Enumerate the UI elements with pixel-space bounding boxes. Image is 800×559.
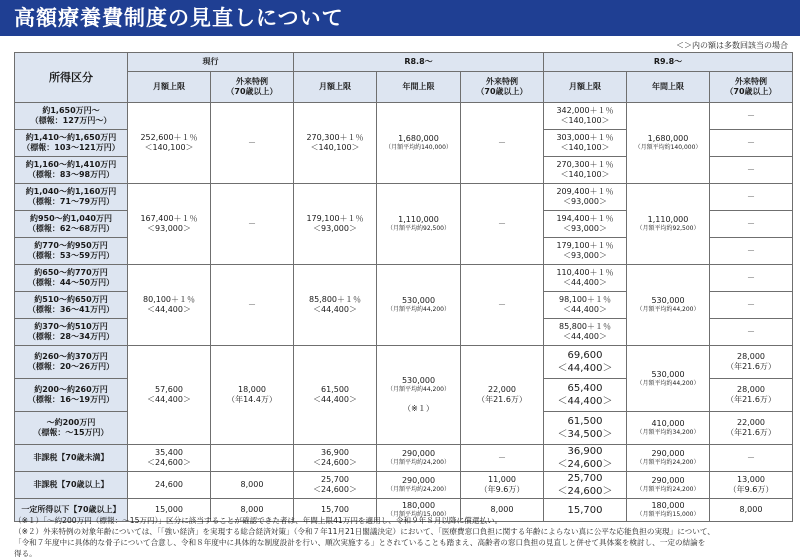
cell-r88-outpatient: 8,000 (461, 499, 544, 522)
header-r98-monthly: 月額上限 (544, 72, 627, 103)
cell-r88-monthly: 25,700 ＜24,600＞ (294, 472, 377, 499)
cell-r98-monthly: 15,700 (544, 499, 627, 522)
income-category: 非課税【70歳以上】 (15, 472, 128, 499)
footnote-2: （※２）外来特例の対象年齢については、「「強い経済」を実現する総合経済対策」（令和７年11月21日閣議決定）において、「医療費窓口負担に関する年齢によらない真に公平な応能負担の実現」について、 (14, 527, 715, 536)
income-category: 約1,650万円～ （標報：127万円～） (15, 103, 128, 130)
cell-r88-outpatient: － (461, 103, 544, 184)
cell-r98-annual: 290,000 （月額平均約24,200） (627, 472, 710, 499)
income-category: 約1,040～約1,160万円 （標報：71～79万円） (15, 184, 128, 211)
income-category: ～約200万円 （標報：～15万円） (15, 412, 128, 445)
table-row (15, 103, 793, 130)
cell-r88-annual: 290,000 （月額平均約24,200） (377, 445, 461, 472)
cell-current-monthly: 15,000 (128, 499, 211, 522)
income-category: 約770～約950万円 （標報：53～59万円） (15, 238, 128, 265)
cell-r88-monthly: 15,700 (294, 499, 377, 522)
cell-r98-monthly: 98,100＋１％ ＜44,400＞ (544, 292, 627, 319)
cell-current-outpatient: 8,000 (211, 472, 294, 499)
cell-r98-annual: 1,110,000 （月額平均約92,500） (627, 184, 710, 265)
cell-r98-outpatient: － (710, 184, 793, 211)
page-title: 高額療養費制度の見直しについて (14, 6, 344, 30)
cell-r98-monthly: 270,300＋１％ ＜140,100＞ (544, 157, 627, 184)
cell-r98-monthly: 25,700 ＜24,600＞ (544, 472, 627, 499)
cell-r98-monthly: 209,400＋１％ ＜93,000＞ (544, 184, 627, 211)
cell-r98-monthly: 342,000＋１％ ＜140,100＞ (544, 103, 627, 130)
cell-r98-annual: 180,000 （月額平均約15,000） (627, 499, 710, 522)
header-income: 所得区分 (15, 53, 128, 103)
header-current-outpatient: 外来特例 （70歳以上） (211, 72, 294, 103)
cell-r98-outpatient: － (710, 157, 793, 184)
title-bar (0, 0, 800, 36)
cell-r98-outpatient: － (710, 445, 793, 472)
cell-r88-annual: 180,000 （月額平均約15,000） (377, 499, 461, 522)
income-category: 約650～約770万円 （標報：44～50万円） (15, 265, 128, 292)
cell-current-monthly: 167,400＋１％ ＜93,000＞ (128, 184, 211, 265)
cell-r88-monthly: 85,800＋１％ ＜44,400＞ (294, 265, 377, 346)
cell-r98-monthly: 110,400＋１％ ＜44,400＞ (544, 265, 627, 292)
cell-current-monthly: 80,100＋１％ ＜44,400＞ (128, 265, 211, 346)
table-note: ＜＞内の額は多数回該当の場合 (676, 41, 788, 50)
table-row (15, 472, 793, 499)
header-r98-outpatient: 外来特例 （70歳以上） (710, 72, 793, 103)
income-category: 約260～約370万円 （標報：20～26万円） (15, 346, 128, 379)
cell-current-outpatient: 8,000 (211, 499, 294, 522)
cell-r88-outpatient: 22,000 （年21.6万） (461, 346, 544, 445)
header-row-1 (15, 53, 793, 72)
cell-r98-monthly: 36,900 ＜24,600＞ (544, 445, 627, 472)
cell-r98-outpatient: － (710, 130, 793, 157)
cost-limit-table (14, 52, 793, 522)
cell-r98-monthly: 194,400＋１％ ＜93,000＞ (544, 211, 627, 238)
cell-r98-outpatient: － (710, 211, 793, 238)
income-category: 約510～約650万円 （標報：36～41万円） (15, 292, 128, 319)
header-r88-monthly: 月額上限 (294, 72, 377, 103)
header-r88-annual: 年間上限 (377, 72, 461, 103)
cell-current-outpatient: 18,000 （年14.4万） (211, 346, 294, 445)
cell-current-monthly: 57,600 ＜44,400＞ (128, 346, 211, 445)
cell-r88-annual: 290,000 （月額平均約24,200） (377, 472, 461, 499)
cell-r98-outpatient: － (710, 238, 793, 265)
footnote-2-cont: 「令和７年度中に具体的な骨子について合意し、令和８年度中に具体的な制度設計を行い、順次実施する」とされていることも踏まえ、高齢者の窓口負担の見直しと併せて具体案を検討し、一定の結論を (14, 538, 706, 547)
table-row (15, 346, 793, 379)
cell-r98-annual: 410,000 （月額平均約34,200） (627, 412, 710, 445)
header-r88-outpatient: 外来特例 （70歳以上） (461, 72, 544, 103)
cell-r88-monthly: 61,500 ＜44,400＞ (294, 346, 377, 445)
cell-current-outpatient: － (211, 265, 294, 346)
cell-r88-outpatient: － (461, 445, 544, 472)
cell-r88-monthly: 179,100＋１％ ＜93,000＞ (294, 184, 377, 265)
cell-r98-outpatient: － (710, 319, 793, 346)
cell-r98-monthly: 85,800＋１％ ＜44,400＞ (544, 319, 627, 346)
cell-r98-monthly: 69,600 ＜44,400＞ (544, 346, 627, 379)
cell-current-outpatient: － (211, 184, 294, 265)
cell-r98-annual: 290,000 （月額平均約24,200） (627, 445, 710, 472)
cell-r88-outpatient: － (461, 265, 544, 346)
income-category: 一定所得以下【70歳以上】 (15, 499, 128, 522)
cell-current-monthly: 24,600 (128, 472, 211, 499)
footnote-1: （※１）「～約200万円（標報：～15万円）」区分に該当することが確認できた者は、年間上限41万円を適用し、令和９年８月以降に償還払い。 (14, 516, 503, 525)
income-category: 約370～約510万円 （標報：28～34万円） (15, 319, 128, 346)
cell-r98-monthly: 65,400 ＜44,400＞ (544, 379, 627, 412)
income-category: 約1,160～約1,410万円 （標報：83～98万円） (15, 157, 128, 184)
cell-r88-annual: 1,110,000 （月額平均約92,500） (377, 184, 461, 265)
header-current: 現行 (128, 53, 294, 72)
income-category: 約1,410～約1,650万円 （標報：103～121万円） (15, 130, 128, 157)
cell-r98-outpatient: 28,000 （年21.6万） (710, 346, 793, 379)
cell-r98-annual: 1,680,000 （月額平均約140,000） (627, 103, 710, 184)
table-row (15, 445, 793, 472)
cell-current-monthly: 252,600＋１％ ＜140,100＞ (128, 103, 211, 184)
table-row (15, 265, 793, 292)
income-category: 約950～約1,040万円 （標報：62～68万円） (15, 211, 128, 238)
cell-r98-monthly: 61,500 ＜34,500＞ (544, 412, 627, 445)
cell-r98-monthly: 179,100＋１％ ＜93,000＞ (544, 238, 627, 265)
cell-r98-outpatient: － (710, 292, 793, 319)
cell-r98-outpatient: 28,000 （年21.6万） (710, 379, 793, 412)
header-r98-annual: 年間上限 (627, 72, 710, 103)
cell-r98-outpatient: － (710, 103, 793, 130)
header-current-monthly: 月額上限 (128, 72, 211, 103)
income-category: 非課税【70歳未満】 (15, 445, 128, 472)
cell-r88-outpatient: － (461, 184, 544, 265)
cell-r98-outpatient: － (710, 265, 793, 292)
header-row-2 (15, 72, 793, 103)
footnotes (14, 515, 790, 559)
cell-r88-outpatient: 11,000 （年9.6万） (461, 472, 544, 499)
footnote-2-end: 得る。 (14, 549, 37, 558)
cell-r88-annual: 530,000 （月額平均約44,200） （※１） (377, 346, 461, 445)
cell-r98-outpatient: 8,000 (710, 499, 793, 522)
cell-r88-monthly: 270,300＋１％ ＜140,100＞ (294, 103, 377, 184)
cell-current-monthly: 35,400 ＜24,600＞ (128, 445, 211, 472)
table-row (15, 184, 793, 211)
cell-r88-monthly: 36,900 ＜24,600＞ (294, 445, 377, 472)
cell-current-outpatient (211, 445, 294, 472)
cell-r98-annual: 530,000 （月額平均約44,200） (627, 346, 710, 412)
cell-r98-outpatient: 22,000 （年21.6万） (710, 412, 793, 445)
header-r98: R9.8～ (544, 53, 793, 72)
cell-r98-annual: 530,000 （月額平均約44,200） (627, 265, 710, 346)
header-r88: R8.8～ (294, 53, 544, 72)
cell-r88-annual: 530,000 （月額平均約44,200） (377, 265, 461, 346)
cell-r98-outpatient: 13,000 （年9.6万） (710, 472, 793, 499)
income-category: 約200～約260万円 （標報：16～19万円） (15, 379, 128, 412)
cell-current-outpatient: － (211, 103, 294, 184)
cell-r98-monthly: 303,000＋１％ ＜140,100＞ (544, 130, 627, 157)
cell-r88-annual: 1,680,000 （月額平均約140,000） (377, 103, 461, 184)
